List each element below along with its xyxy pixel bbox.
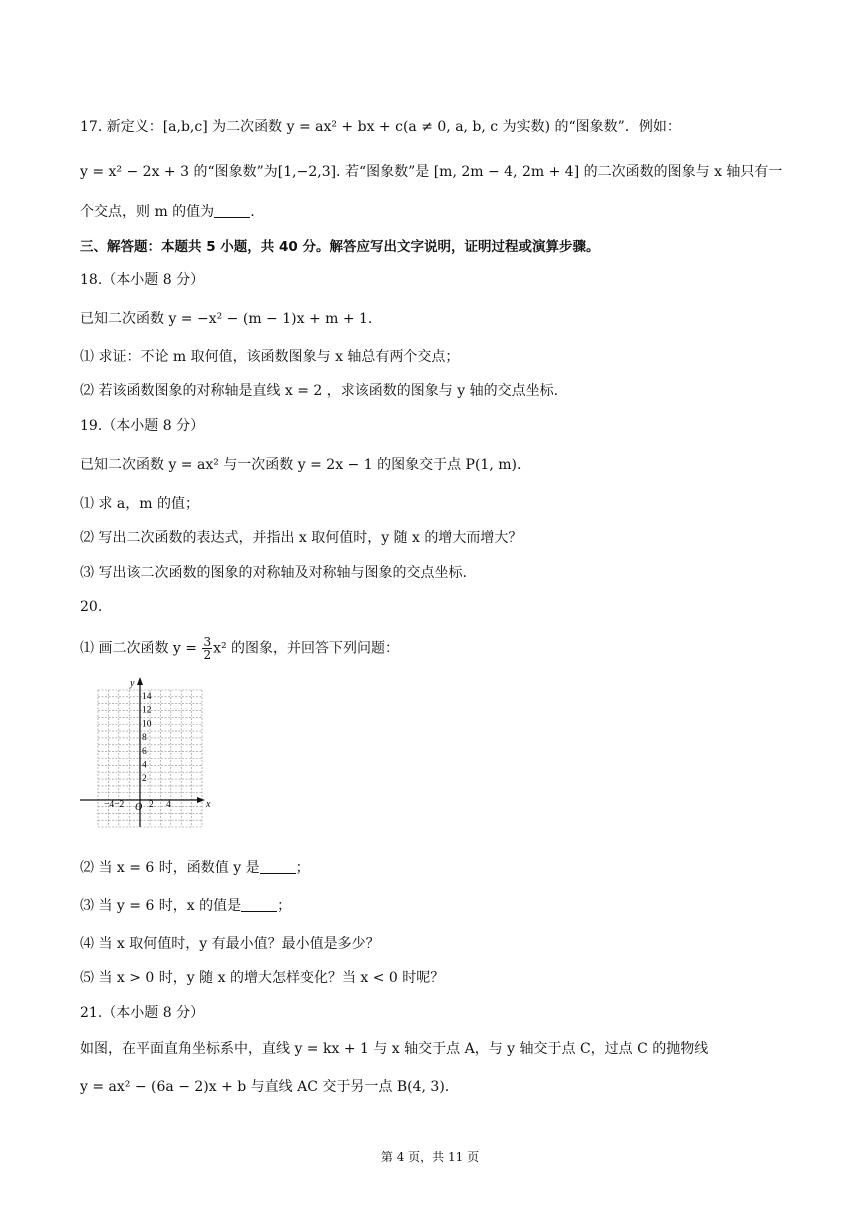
y-axis-label: y [130, 678, 135, 689]
q17-line3-end: . [250, 204, 255, 220]
y-tick-label: 12 [142, 705, 152, 716]
fraction-numerator: 3 [203, 635, 212, 649]
y-tick-label: 10 [142, 719, 152, 730]
x-tick-label-negative: −4−2 [104, 800, 125, 810]
q20-part3-text: ⑶ 当 y = 6 时，x 的值是 [80, 898, 242, 914]
answer-blank[interactable] [260, 859, 296, 874]
q20-part1-text-b: x² 的图象，并回答下列问题： [213, 640, 400, 657]
y-tick-label: 6 [142, 746, 147, 757]
y-tick-label: 2 [142, 774, 147, 785]
y-tick-label: 14 [142, 692, 152, 702]
q20-part2 [80, 858, 310, 878]
q20-part1-text-a: ⑴ 画二次函数 y = [80, 640, 197, 657]
q20-part2-text: ⑵ 当 x = 6 时，函数值 y 是 [80, 860, 260, 876]
fraction-denominator: 2 [203, 648, 212, 662]
y-axis-arrow-icon [137, 677, 143, 685]
q20-part1 [80, 636, 399, 661]
q17-line2: y = x² − 2x + 3 的“图象数”为[1,−2,3]. 若“图象数”是 [m, 2m − 4, 2m + 4] 的二次函数的图象与 x 轴只有一 [80, 164, 783, 180]
q17-line3 [80, 202, 255, 222]
answer-blank[interactable] [214, 203, 250, 218]
q21-line2: y = ax² − (6a − 2)x + b 与直线 AC 交于另一点 B(4, 3). [80, 1079, 450, 1095]
q20-part2-end: ； [295, 860, 310, 876]
q20-part4: ⑷ 当 x 取何值时，y 有最小值？最小值是多少？ [80, 936, 380, 952]
q20-part5: ⑸ 当 x > 0 时，y 随 x 的增大怎样变化？当 x < 0 时呢？ [80, 970, 445, 986]
fraction [202, 636, 212, 661]
q18-heading: 18.（本小题 8 分） [80, 272, 205, 288]
q19-heading: 19.（本小题 8 分） [80, 418, 205, 434]
q19-part2: ⑵ 写出二次函数的表达式，并指出 x 取何值时，y 随 x 的增大而增大？ [80, 530, 523, 546]
q18-stem: 已知二次函数 y = −x² − (m − 1)x + m + 1. [80, 311, 373, 327]
q18-part2: ⑵ 若该函数图象的对称轴是直线 x = 2 ，求该函数的图象与 y 轴的交点坐标. [80, 383, 559, 399]
section-3-heading: 三、解答题：本题共 5 小题，共 40 分。解答应写出文字说明，证明过程或演算步骤。 [80, 239, 600, 255]
x-axis-arrow-icon [197, 797, 205, 803]
y-tick-label: 8 [142, 733, 147, 744]
q17-line1: 17. 新定义：[a,b,c] 为二次函数 y = ax² + bx + c(a ≠ 0, a, b, c 为实数) 的“图象数”．例如： [80, 119, 681, 135]
q20-part3 [80, 896, 291, 916]
x-tick-label-2: 2 [149, 800, 154, 810]
q18-part1: ⑴ 求证：不论 m 取何值，该函数图象与 x 轴总有两个交点； [80, 349, 460, 365]
page-footer: 第 4 页，共 11 页 [380, 1150, 480, 1164]
q19-part3: ⑶ 写出该二次函数的图象的对称轴及对称轴与图象的交点坐标. [80, 565, 467, 581]
q19-part1: ⑴ 求 a，m 的值； [80, 496, 199, 512]
q20-part3-end: ； [277, 898, 292, 914]
q20-heading: 20. [80, 599, 103, 615]
q21-line1: 如图，在平面直角坐标系中，直线 y = kx + 1 与 x 轴交于点 A，与 y 轴交于点 C，过点 C 的抛物线 [80, 1041, 709, 1057]
q17-line3-text: 个交点，则 m 的值为 [80, 204, 215, 220]
x-tick-label-4: 4 [166, 800, 171, 810]
answer-blank[interactable] [241, 897, 277, 912]
q21-heading: 21.（本小题 8 分） [80, 1005, 205, 1021]
x-axis-label: x [206, 799, 211, 810]
y-tick-label: 4 [142, 760, 147, 771]
origin-label: O [135, 802, 143, 813]
coordinate-grid [78, 676, 218, 832]
q19-stem: 已知二次函数 y = ax² 与一次函数 y = 2x − 1 的图象交于点 P(1, m). [80, 457, 522, 473]
